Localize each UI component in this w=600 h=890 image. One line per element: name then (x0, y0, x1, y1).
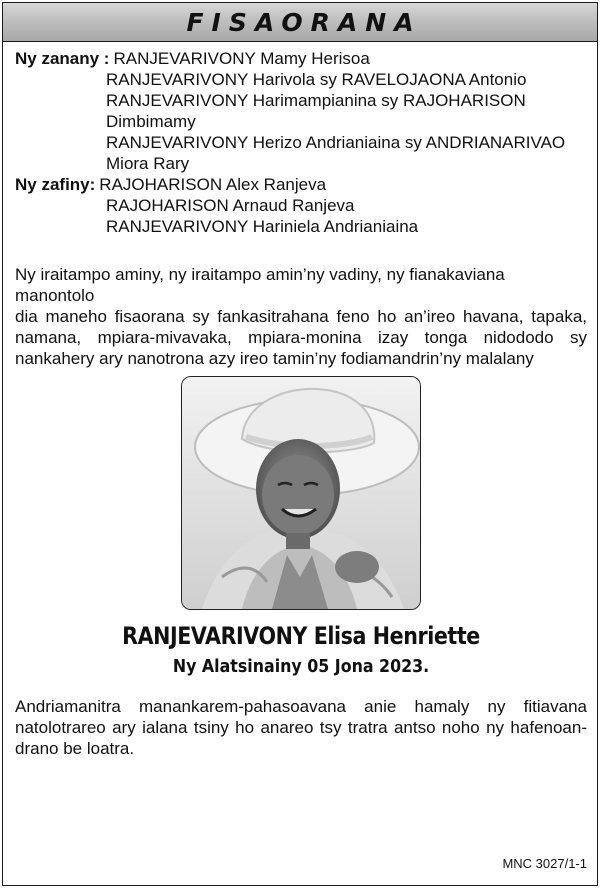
portrait-illustration (182, 377, 420, 609)
children-label: Ny zanany : (15, 49, 110, 68)
thanks-line: Ny iraitampo aminy, ny iraitampo amin’ny vadiny, ny fianakaviana (15, 265, 505, 284)
death-date: Ny Alatsinainy 05 Jona 2023. (172, 656, 430, 677)
grandchildren-row (15, 174, 587, 195)
children-row (15, 48, 587, 69)
grandchildren-label: Ny zafiny: (15, 175, 96, 194)
child-name: Miora Rary (106, 154, 190, 173)
grandchild-name: RAJOHARISON Alex Ranjeva (99, 175, 327, 194)
thanks-paragraph (15, 264, 587, 369)
grandchild-name: RAJOHARISON Arnaud Ranjeva (106, 196, 355, 215)
grandchild-name: RANJEVARIVONY Hariniela Andrianiaina (106, 217, 419, 236)
deceased-name: RANJEVARIVONY Elisa Henriette (122, 622, 480, 650)
child-name: RANJEVARIVONY Harivola sy RAVELOJAONA Antonio (106, 70, 527, 89)
spacer (15, 237, 587, 264)
closing-paragraph: Andriamanitra manankarem-pahasoavana anie hamaly ny fitiavana natolotrareo ary ialana tsiny ho anareo tsy tratra antso noho ny hafenoan-drano be loatra. (15, 697, 587, 758)
child-name: RANJEVARIVONY Harimampianina sy RAJOHARISON (106, 91, 526, 110)
children-list (15, 48, 587, 174)
child-name: RANJEVARIVONY Herizo Andrianiaina sy ANDRIANARIVAO (106, 133, 566, 152)
announcement-page (2, 2, 598, 886)
page-title: FISAORANA (186, 7, 422, 37)
header-bar (3, 3, 597, 42)
deceased-portrait-photo (181, 376, 421, 610)
announcement-content (3, 42, 597, 759)
photo-container (15, 376, 587, 610)
child-name: Dimbimamy (106, 112, 196, 131)
thanks-line: dia maneho fisaorana sy fankasitrahana feno ho an’ireo havana, tapaka, namana, mpiara-mivavaka, mpiara-monina izay tonga nidododo sy nankahery ary nanotrona azy ireo tamin’ny fodiamandrin’ny malalany (15, 307, 587, 368)
thanks-line: manontolo (15, 286, 95, 305)
reference-code: MNC 3027/1-1 (502, 856, 587, 871)
child-name: RANJEVARIVONY Mamy Herisoa (113, 49, 370, 68)
grandchildren-list (15, 174, 587, 237)
